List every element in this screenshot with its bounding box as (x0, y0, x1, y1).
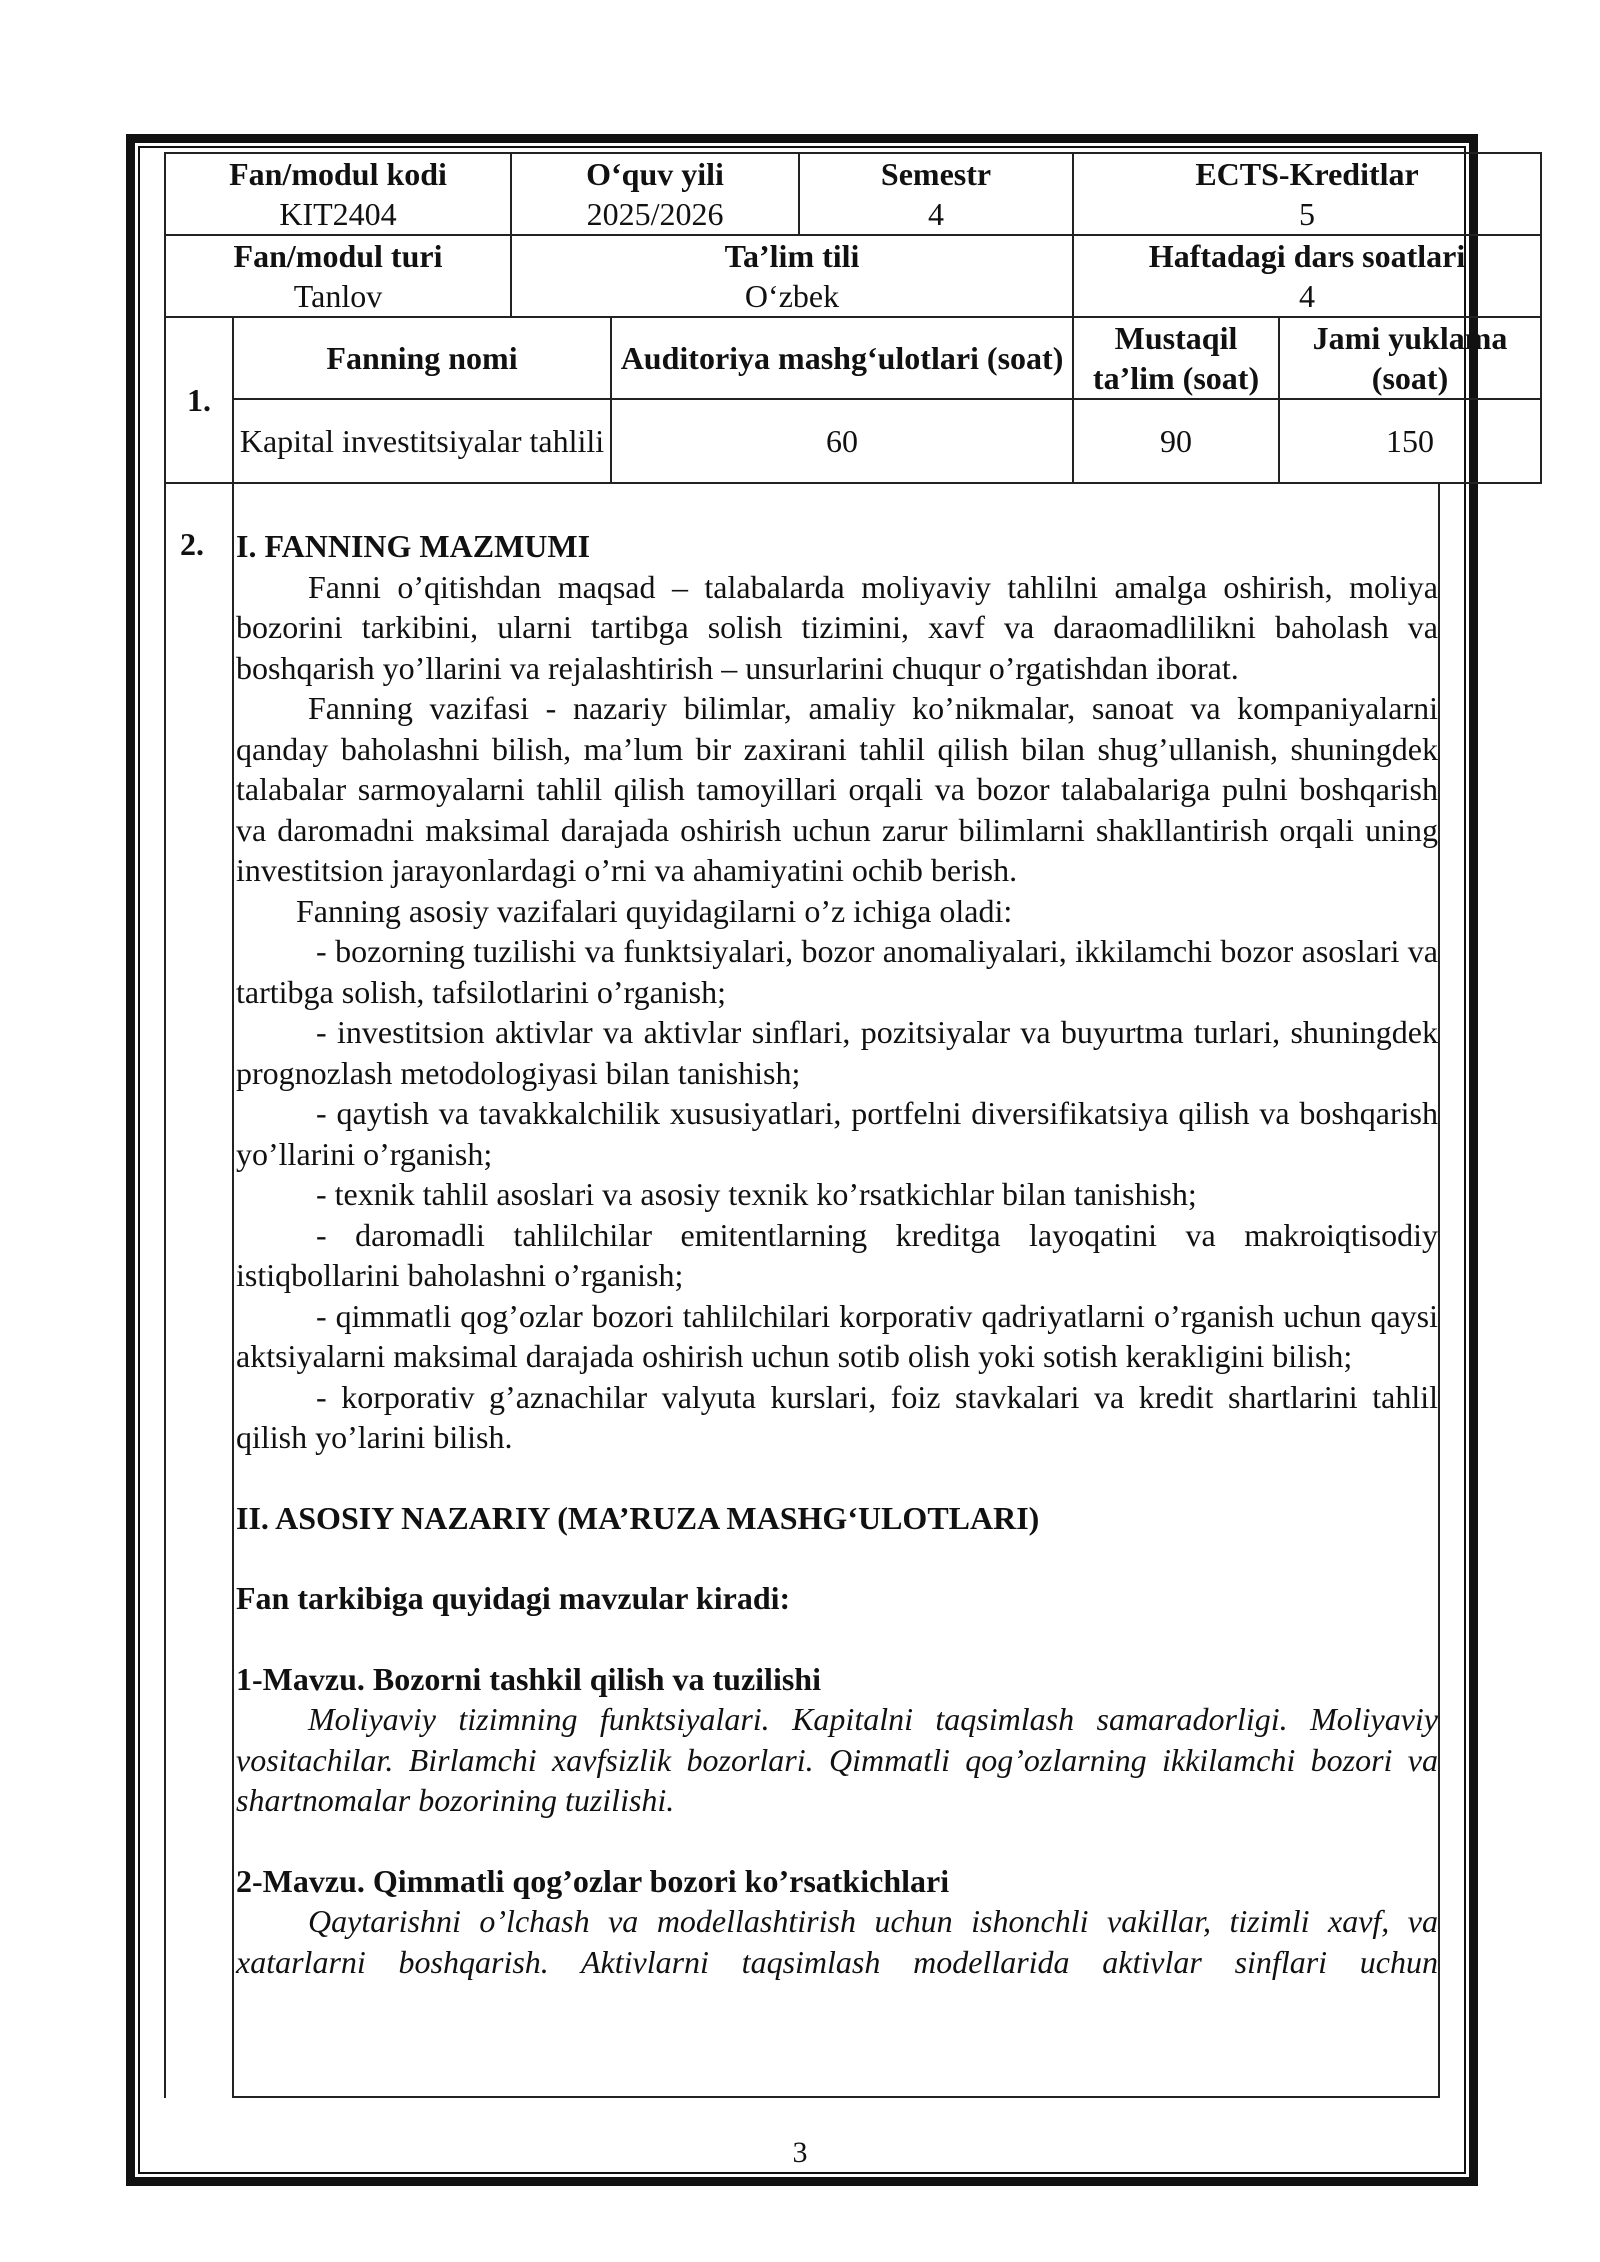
bullet-item: - qaytish va tavakkalchilik xususiyatlari, portfelni diversifikatsiya qilish va boshqarish yo’llarini o’rganish; (236, 1095, 1438, 1172)
semester-label: Semestr (880, 156, 992, 192)
language-cell (511, 235, 1073, 317)
course-info-table (164, 152, 1542, 484)
total-hours-value: 150 (1279, 399, 1541, 483)
bullet-item: - bozorning tuzilishi va funktsiyalari, bozor anomaliyalari, ikkilamchi bozor asoslari va tartibga solish, tafsilotlarini o’rganish; (236, 933, 1438, 1010)
topic-1-text: Moliyaviy tizimning funktsiyalari. Kapitalni taqsimlash samaradorligi. Moliyaviy vositachilar. Birlamchi xavfsizlik bozorlari. Qimmatli qog’ozlarning ikkilamchi bozori va shartnomalar bozorining tuzilishi. (236, 1701, 1438, 1818)
total-hours-header: Jami yuklama (soat) (1279, 317, 1541, 399)
bullet-item: - texnik tahlil asoslari va asosiy texnik ko’rsatkichlar bilan tanishish; (316, 1176, 1197, 1212)
independent-hours-value: 90 (1073, 399, 1279, 483)
topic-1-title: 1-Mavzu. Bozorni tashkil qilish va tuzilishi (236, 1660, 821, 1697)
bullet-item: - qimmatli qog’ozlar bozori tahlilchilari korporativ qadriyatlarni o’rganish uchun qaysi aktsiyalarni maksimal darajada oshirish uchun sotib olish yoki sotish kerakligini bilish; (236, 1297, 1438, 1374)
weekly-hours-cell (1073, 235, 1541, 317)
independent-hours-header: Mustaqil ta’lim (soat) (1073, 317, 1279, 399)
auditorium-hours-value: 60 (611, 399, 1073, 483)
page-number: 3 (792, 2136, 808, 2169)
course-name-header: Fanning nomi (233, 317, 611, 399)
course-name-value: Kapital investitsiyalar tahlili (233, 399, 611, 483)
section-title-lectures: II. ASOSIY NAZARIY (MA’RUZA MASHG‘ULOTLARI) (236, 1499, 1040, 1536)
academic-year-value: 2025/2026 (586, 196, 724, 232)
weekly-hours-value: 4 (1299, 278, 1316, 314)
ects-cell (1073, 153, 1541, 235)
section-title-fan-mazmumi: I. FANNING MAZMUMI (236, 528, 591, 564)
section2-divider (232, 482, 234, 2098)
course-code-value: KIT2404 (279, 196, 397, 232)
row-number-1: 1. (165, 317, 233, 483)
language-value: O‘zbek (744, 278, 840, 314)
topic-2-text: Qaytarishni o’lchash va modellashtirish uchun ishonchli vakillar, tizimli xavf, va xatarlarni boshqarish. Aktivlarni taqsimlash modellarida aktivlar sinflari uchun (236, 1903, 1438, 1980)
topics-intro: Fan tarkibiga quyidagi mavzular kiradi: (236, 1580, 791, 1616)
auditorium-hours-header: Auditoriya mashg‘ulotlari (soat) (611, 317, 1073, 399)
paragraph-tasks-intro: Fanning asosiy vazifalari quyidagilarni o’z ichiga oladi: (296, 892, 1013, 929)
section2-content (236, 526, 1438, 1982)
paragraph-task: Fanning vazifasi - nazariy bilimlar, amaliy ko’nikmalar, sanoat va kompaniyalarni qanday baholashni bilish, ma’lum bir zaxirani tahlil qilish bilan shug’ullanish, shuningdek talabalar sarmoyalarni tahlil qilish tamoyillari orqali va bozor talabalariga pulni boshqarish va daromadni maksimal darajada oshirish uchun zarur bilimlarni shakllantirish orqali uning investitsion jarayonlardagi o’rni va ahamiyatini ochib berish. (236, 690, 1438, 888)
semester-cell (799, 153, 1073, 235)
paragraph-goal: Fanni o’qitishdan maqsad – talabalarda moliyaviy tahlilni amalga oshirish, moliya bozorini tarkibini, ularni tartibga solish tizimini, xavf va daraomadlilikni baholash va boshqarish yo’llarini va rejalashtirish – unsurlarini chuqur o’rgatishdan iborat. (236, 568, 1438, 686)
weekly-hours-label: Haftadagi dars soatlari (1148, 238, 1466, 274)
ects-label: ECTS-Kreditlar (1195, 156, 1419, 192)
bullet-item: - investitsion aktivlar va aktivlar sinflari, pozitsiyalar va buyurtma turlari, shuningdek prognozlash metodologiyasi bilan tanishish; (236, 1014, 1438, 1091)
semester-value: 4 (928, 196, 945, 232)
topic-2-title: 2-Mavzu. Qimmatli qog’ozlar bozori ko’rsatkichlari (236, 1862, 950, 1899)
section2-right-border (1438, 482, 1440, 2098)
course-type-label: Fan/modul turi (233, 238, 443, 274)
ects-value: 5 (1299, 196, 1316, 232)
course-code-cell (165, 153, 511, 235)
course-type-cell (165, 235, 511, 317)
row-number-2: 2. (180, 526, 204, 562)
section2-left-border (164, 482, 166, 2098)
section2-bottom-border (232, 2096, 1440, 2098)
bullet-item: - daromadli tahlilchilar emitentlarning kreditga layoqatini va makroiqtisodiy istiqbollarini baholashni o’rganish; (236, 1216, 1438, 1293)
course-code-label: Fan/modul kodi (229, 156, 447, 192)
academic-year-cell (511, 153, 799, 235)
language-label: Ta’lim tili (724, 238, 860, 274)
course-type-value: Tanlov (293, 278, 383, 314)
academic-year-label: O‘quv yili (586, 156, 724, 192)
bullet-item: - korporativ g’aznachilar valyuta kurslari, foiz stavkalari va kredit shartlarini tahlil qilish yo’larini bilish. (236, 1378, 1438, 1455)
